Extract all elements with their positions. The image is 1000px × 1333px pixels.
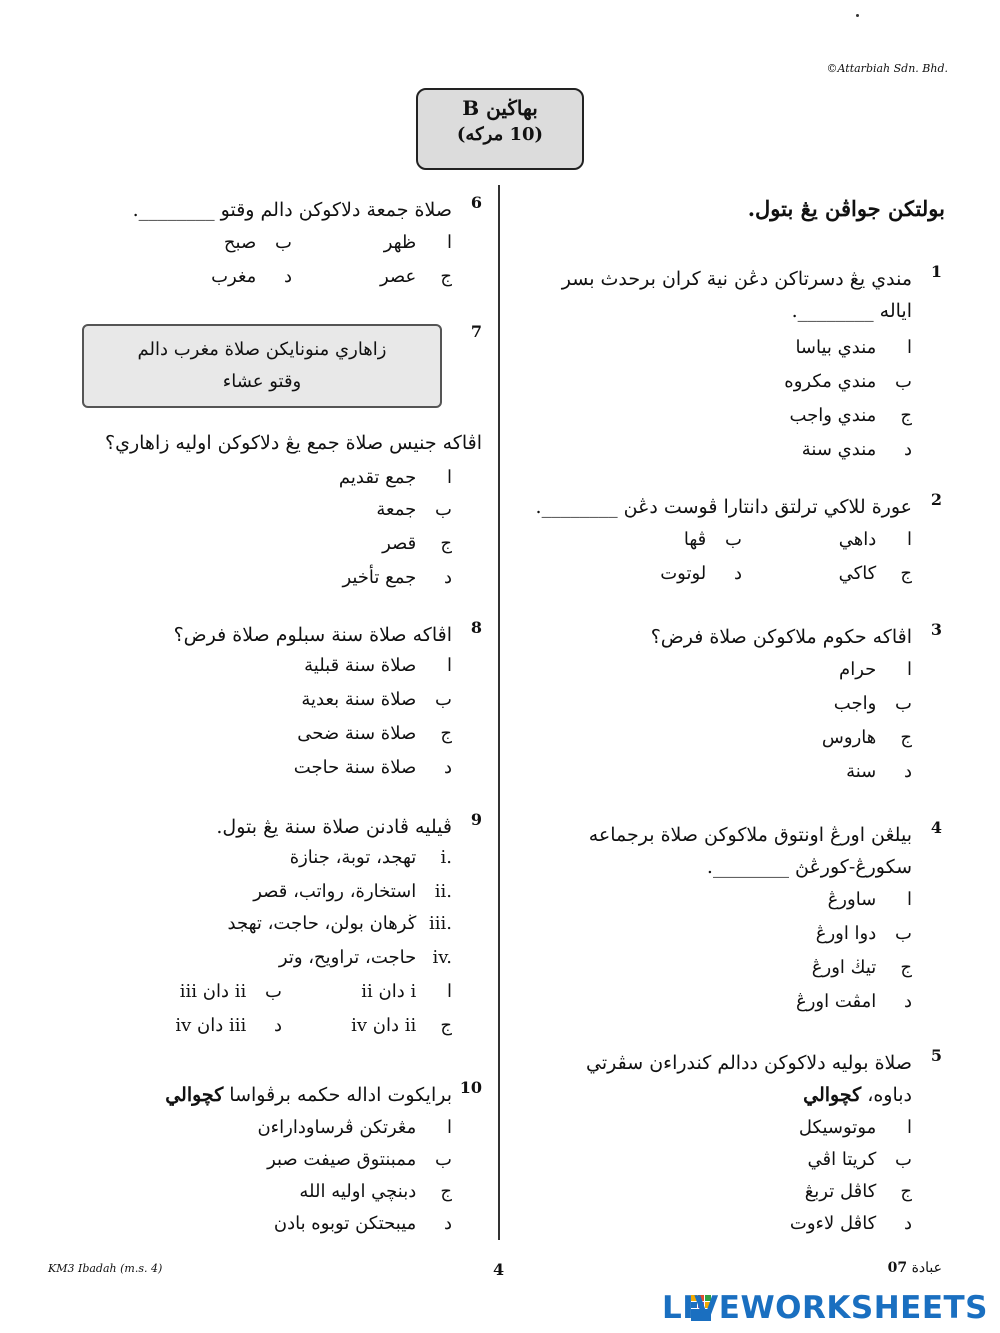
option-text: جمع تقديم	[338, 467, 417, 488]
option-b[interactable]	[816, 918, 912, 950]
option-c[interactable]	[812, 952, 912, 984]
option-letter: ب	[435, 1149, 452, 1170]
option-text: ii دان iv	[351, 1015, 417, 1036]
option-d[interactable]	[660, 558, 742, 590]
question-stem-line2	[803, 1078, 912, 1112]
question-stem: بيلڠن اورڠ اونتوق ملاكوكن صلاة برجماعه	[588, 824, 912, 846]
option-text: صلاة سنة قبلية	[304, 655, 417, 676]
option-letter: ب	[275, 232, 292, 253]
option-b[interactable]	[267, 1144, 452, 1176]
question-stem-line2: اياله ________.	[791, 300, 912, 322]
speck	[856, 14, 859, 17]
option-letter: ب	[895, 693, 912, 714]
option-letter: د	[903, 439, 912, 460]
statement-numeral: i.	[440, 847, 452, 868]
option-letter: ج	[440, 1181, 452, 1202]
section-header-box	[416, 88, 584, 170]
question-stem: اڤاكه صلاة سنة سبلوم صلاة فرض؟	[173, 624, 452, 646]
option-text: مندي واجب	[789, 405, 877, 426]
option-c[interactable]	[380, 261, 452, 293]
option-letter: ا	[446, 655, 452, 676]
question-stem: عورة للاكي ترلتق دانتارا ڤوست دڠن ________.	[535, 496, 912, 518]
option-letter: ب	[435, 689, 452, 710]
option-text: موتوسيكل	[798, 1117, 877, 1138]
option-text: واجب	[833, 693, 877, 714]
option-a[interactable]	[339, 462, 452, 494]
copyright-text: ©Attarbiah Sdn. Bhd.	[826, 62, 948, 75]
option-text: ظهر	[383, 232, 417, 253]
option-letter: ج	[900, 405, 912, 426]
statement-text: تهجد، توبة، جنازة	[289, 847, 417, 868]
question-number: 5	[930, 1046, 942, 1065]
option-text: داهي	[838, 529, 877, 550]
option-text: مغرب	[211, 266, 257, 287]
option-c[interactable]	[822, 722, 912, 754]
option-letter: د	[903, 761, 912, 782]
option-letter: د	[283, 266, 292, 287]
option-letter: ا	[446, 232, 452, 253]
option-c[interactable]	[299, 1176, 452, 1208]
option-text: حرام	[839, 659, 877, 680]
footer-code: 07	[887, 1260, 908, 1276]
statement-text: ڬرهان بولن، حاجت، تهجد	[227, 913, 417, 934]
statement-text: استخارة، رواتب، قصر	[253, 881, 417, 902]
question-1	[522, 262, 942, 472]
option-letter: ب	[895, 371, 912, 392]
question-6	[62, 193, 482, 293]
option-text: ساورڠ	[827, 889, 877, 910]
option-c[interactable]	[382, 528, 452, 560]
option-letter: ج	[440, 1015, 452, 1036]
statement-i	[290, 842, 452, 874]
question-4	[522, 818, 942, 1018]
question-stem-line2: سكورڠ-كورڠڽ ________.	[706, 856, 912, 878]
statement-iii	[228, 908, 453, 940]
option-a[interactable]	[795, 332, 912, 364]
section-marks: (10 مركه)	[456, 124, 544, 145]
option-letter: ا	[446, 467, 452, 488]
question-number: 4	[930, 818, 942, 837]
option-letter: د	[733, 563, 742, 584]
option-letter: د	[443, 567, 452, 588]
question-number: 3	[930, 620, 942, 639]
option-text: سنة	[846, 761, 877, 782]
option-letter: ب	[725, 529, 742, 550]
option-b[interactable]	[784, 366, 912, 398]
option-letter: ب	[435, 499, 452, 520]
stem-emphasis: كچوالي	[803, 1084, 862, 1106]
option-letter: ب	[265, 981, 282, 1002]
scenario-line2: وقتو عشاء	[222, 371, 302, 392]
option-a[interactable]	[257, 1112, 452, 1144]
option-b[interactable]	[376, 494, 452, 526]
option-d[interactable]	[294, 752, 452, 784]
option-text: ii دان iii	[179, 981, 247, 1002]
scenario-box	[82, 324, 442, 408]
option-text: مندي مكروه	[784, 371, 877, 392]
statement-ii	[253, 876, 452, 908]
option-text: مڠرتكن ڤرساوداراءن	[257, 1117, 417, 1138]
scenario-line1: زاهاري منونايكن صلاة مغرب دالم	[137, 339, 387, 360]
option-text: قصر	[382, 533, 417, 554]
stem-emphasis: كچوالي	[165, 1084, 224, 1106]
option-text: تيڬ اورڠ	[811, 957, 877, 978]
stem-text: دباوه،	[867, 1084, 912, 1106]
statement-text: حاجت، تراويح، وتر	[278, 947, 417, 968]
option-text: لوتوت	[660, 563, 707, 584]
option-text: كريتا اڤي	[807, 1149, 877, 1170]
option-letter: ا	[906, 659, 912, 680]
option-text: هاروس	[821, 727, 877, 748]
option-c[interactable]	[297, 718, 452, 750]
question-stem: مندي يڠ دسرتاكن دڠن نية كران برحدث بسر	[561, 268, 912, 290]
option-letter: ا	[906, 337, 912, 358]
option-b[interactable]	[224, 227, 292, 259]
option-letter: ا	[446, 1117, 452, 1138]
option-text: دوا اورڠ	[815, 923, 877, 944]
question-5	[522, 1046, 942, 1246]
statement-numeral: ii.	[434, 881, 452, 902]
option-text: ميبحتكن توبوه بادن	[273, 1213, 417, 1234]
question-stem: اڤاكه حكوم ملاكوكن صلاة فرض؟	[650, 626, 912, 648]
option-a[interactable]	[799, 1112, 912, 1144]
option-letter: د	[443, 1213, 452, 1234]
question-stem: ڤيليه ڤادنن صلاة سنة يڠ بتول.	[216, 816, 452, 838]
question-stem: صلاة جمعة دلاكوكن دالم وقتو ________.	[132, 199, 452, 221]
option-letter: ا	[906, 889, 912, 910]
footer-word: عبادة	[911, 1260, 942, 1276]
option-d[interactable]	[342, 562, 452, 594]
option-text: كاڤل لاءوت	[789, 1213, 877, 1234]
question-number: 8	[470, 618, 482, 637]
question-stem	[165, 1078, 452, 1112]
option-d[interactable]	[211, 261, 292, 293]
option-text: جمعة	[376, 499, 417, 520]
question-7	[42, 322, 482, 602]
question-number: 1	[930, 262, 942, 281]
option-letter: د	[443, 757, 452, 778]
option-b[interactable]	[808, 1144, 913, 1176]
option-letter: ا	[446, 981, 452, 1002]
statement-iv	[279, 942, 452, 974]
option-a[interactable]	[828, 884, 912, 916]
option-letter: ج	[900, 563, 912, 584]
option-b[interactable]	[180, 976, 282, 1008]
option-letter: ا	[906, 529, 912, 550]
question-3	[522, 620, 942, 790]
option-letter: ا	[906, 1117, 912, 1138]
option-text: صلاة سنة بعدية	[301, 689, 417, 710]
option-text: امڤت اورڠ	[795, 991, 877, 1012]
option-text: ممبنتوق صيفت صبر	[267, 1149, 417, 1170]
statement-numeral: iv.	[432, 947, 452, 968]
option-text: دبنچي اوليه الله	[299, 1181, 417, 1202]
question-stem: اڤاكه جنيس صلاة جمع يڠ دلاكوكن اوليه زاهاري؟	[105, 432, 482, 454]
question-number: 10	[459, 1078, 482, 1097]
question-stem: صلاة بوليه دلاكوكن ددالم كندراءن سڤرتي	[586, 1052, 912, 1074]
option-text: ڤها	[683, 529, 707, 550]
option-d[interactable]	[802, 434, 912, 466]
option-c[interactable]	[839, 558, 912, 590]
option-c[interactable]	[805, 1176, 912, 1208]
option-a[interactable]	[839, 654, 912, 686]
question-9	[62, 810, 482, 1050]
liveworksheets-watermark: LIVEWORKSHEETS	[662, 1290, 988, 1326]
question-number: 6	[470, 193, 482, 212]
option-letter: ج	[900, 957, 912, 978]
option-a[interactable]	[384, 227, 452, 259]
question-2	[522, 490, 942, 590]
page-number: 4	[493, 1260, 505, 1279]
option-text: صبح	[223, 232, 257, 253]
option-a[interactable]	[361, 976, 452, 1008]
option-text: جمع تأخير	[342, 567, 417, 588]
footer-right	[888, 1260, 942, 1276]
option-d[interactable]	[175, 1010, 282, 1042]
option-text: i دان ii	[361, 981, 417, 1002]
option-text: عصر	[379, 266, 417, 287]
stem-text: برايكوت اداله حكمه برڤواسا	[229, 1084, 452, 1106]
option-text: مندي سنة	[801, 439, 877, 460]
option-letter: ب	[895, 923, 912, 944]
section-title: بهاڬين B	[462, 96, 538, 120]
option-letter: د	[903, 991, 912, 1012]
option-text: مندي بياسا	[795, 337, 877, 358]
option-b[interactable]	[834, 688, 912, 720]
option-d[interactable]	[274, 1208, 452, 1240]
instruction-text: بولتكن جواڤن يڠ بتول.	[747, 196, 945, 221]
question-number: 7	[470, 322, 482, 341]
option-letter: ج	[440, 723, 452, 744]
option-a[interactable]	[304, 650, 452, 682]
option-letter: د	[903, 1213, 912, 1234]
option-b[interactable]	[684, 524, 742, 556]
option-text: صلاة سنة ضحى	[297, 723, 417, 744]
column-divider	[498, 185, 500, 1240]
option-letter: ب	[895, 1149, 912, 1170]
option-d[interactable]	[846, 756, 912, 788]
question-10	[62, 1078, 482, 1248]
option-c[interactable]	[789, 400, 912, 432]
option-letter: ج	[440, 266, 452, 287]
statement-numeral: iii.	[429, 913, 452, 934]
option-text: iii دان iv	[175, 1015, 247, 1036]
question-number: 9	[470, 810, 482, 829]
option-text: صلاة سنة حاجت	[293, 757, 417, 778]
option-b[interactable]	[301, 684, 452, 716]
footer-book-code: KM3 Ibadah (m.s. 4)	[48, 1262, 163, 1275]
option-d[interactable]	[790, 1208, 912, 1240]
option-text: كاڤل تربڠ	[804, 1181, 877, 1202]
question-number: 2	[930, 490, 942, 509]
option-letter: ج	[900, 1181, 912, 1202]
question-8	[62, 618, 482, 788]
option-d[interactable]	[796, 986, 912, 1018]
option-text: كاكي	[838, 563, 877, 584]
option-letter: ج	[900, 727, 912, 748]
option-a[interactable]	[839, 524, 912, 556]
option-c[interactable]	[351, 1010, 452, 1042]
option-letter: د	[273, 1015, 282, 1036]
option-letter: ج	[440, 533, 452, 554]
